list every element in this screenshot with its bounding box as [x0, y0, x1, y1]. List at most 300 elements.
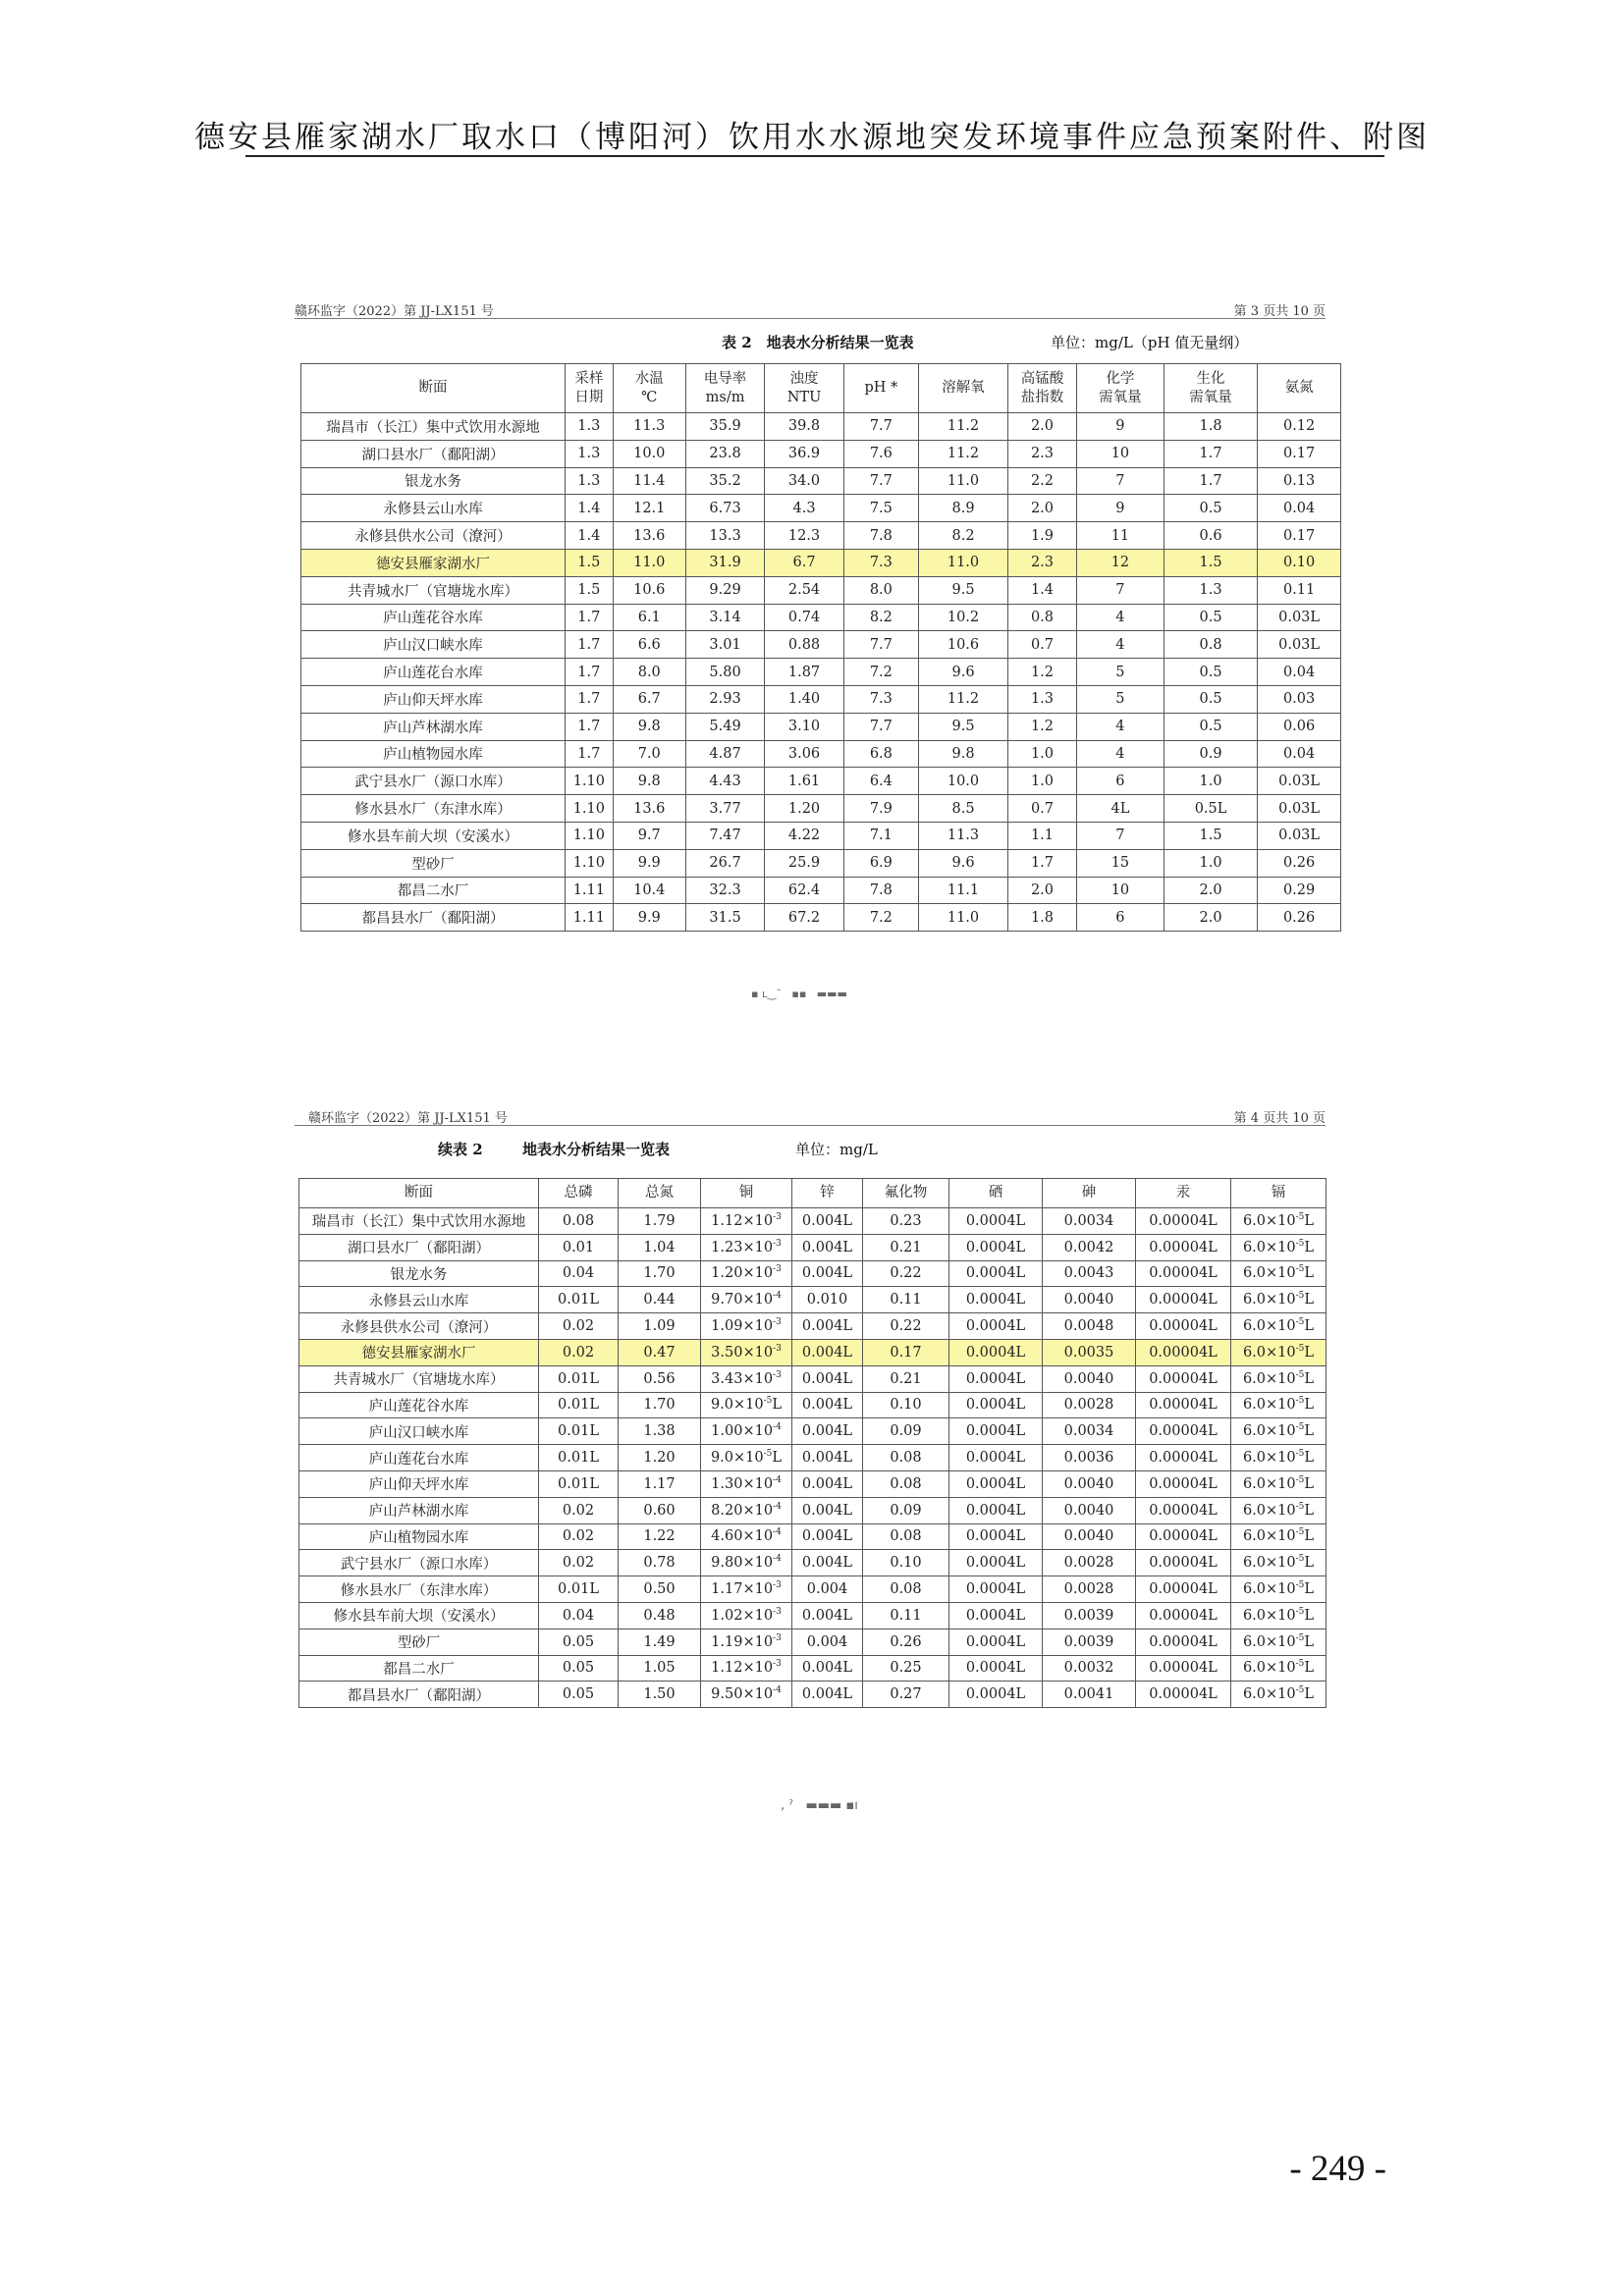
- value-cell: $3.50\times 10^{-3}$: [701, 1339, 792, 1365]
- value-cell: 0.004: [792, 1576, 863, 1603]
- value-cell: 7.0: [613, 740, 685, 768]
- value-cell: 4.87: [685, 740, 764, 768]
- site-name-cell: 湖口县水厂（鄱阳湖）: [301, 440, 566, 467]
- value-cell: 3.14: [685, 604, 764, 631]
- table-row: [301, 849, 1341, 877]
- value-cell: 0.21: [863, 1234, 949, 1260]
- table-row: [301, 604, 1341, 631]
- value-cell: 0.08: [863, 1523, 949, 1550]
- value-cell: 0.5: [1164, 604, 1257, 631]
- value-cell: 0.0035: [1043, 1339, 1136, 1365]
- table-row: [299, 1260, 1326, 1287]
- value-cell: 0.00004L: [1136, 1208, 1231, 1235]
- value-cell: 0.0004L: [949, 1208, 1043, 1235]
- value-cell: 0.26: [863, 1629, 949, 1655]
- value-cell: 0.5L: [1164, 795, 1257, 823]
- value-cell: $1.30\times 10^{-4}$: [701, 1470, 792, 1497]
- value-cell: 0.00004L: [1136, 1655, 1231, 1682]
- table-row: [299, 1523, 1326, 1550]
- value-cell: 0.5: [1164, 495, 1257, 522]
- value-cell: 0.26: [1258, 849, 1341, 877]
- value-cell: 0.02: [539, 1550, 619, 1576]
- value-cell: 1.4: [565, 495, 613, 522]
- value-cell: 0.26: [1258, 904, 1341, 932]
- value-cell: 8.0: [843, 576, 918, 604]
- table-row: [299, 1392, 1326, 1418]
- value-cell: 0.48: [619, 1602, 701, 1629]
- value-cell: 0.9: [1164, 740, 1257, 768]
- value-cell: 9.8: [613, 713, 685, 740]
- value-cell: 1.11: [565, 877, 613, 904]
- value-cell: 0.08: [863, 1576, 949, 1603]
- value-cell: 2.93: [685, 685, 764, 713]
- value-cell: 0.00004L: [1136, 1339, 1231, 1365]
- value-cell: 2.2: [1008, 467, 1077, 495]
- value-cell: 0.0041: [1043, 1682, 1136, 1708]
- value-cell: $6.0\times 10^{-5}L$: [1231, 1445, 1326, 1471]
- report-page-info: 第 3 页共 10 页: [1233, 304, 1326, 319]
- value-cell: 23.8: [685, 440, 764, 467]
- value-cell: 0.27: [863, 1682, 949, 1708]
- value-cell: 62.4: [765, 877, 843, 904]
- value-cell: 0.60: [619, 1497, 701, 1523]
- value-cell: 1.2: [1008, 713, 1077, 740]
- value-cell: $6.0\times 10^{-5}L$: [1231, 1470, 1326, 1497]
- value-cell: $6.0\times 10^{-5}L$: [1231, 1365, 1326, 1392]
- column-header: 水温 ℃: [613, 364, 685, 413]
- value-cell: 0.0032: [1043, 1655, 1136, 1682]
- value-cell: 0.56: [619, 1365, 701, 1392]
- site-name-cell: 庐山仰天坪水库: [301, 685, 566, 713]
- table-unit: 单位：mg/L（pH 值无量纲）: [1051, 334, 1249, 351]
- value-cell: 0.11: [863, 1602, 949, 1629]
- value-cell: 1.50: [619, 1682, 701, 1708]
- value-cell: 0.0004L: [949, 1550, 1043, 1576]
- value-cell: 11.2: [918, 685, 1007, 713]
- table-row: [301, 795, 1341, 823]
- value-cell: 0.0004L: [949, 1682, 1043, 1708]
- value-cell: 5.49: [685, 713, 764, 740]
- site-name-cell: 庐山莲花谷水库: [299, 1392, 539, 1418]
- value-cell: 0.50: [619, 1576, 701, 1603]
- column-header: 氨氮: [1258, 364, 1341, 413]
- value-cell: 0.23: [863, 1208, 949, 1235]
- value-cell: 0.04: [1258, 740, 1341, 768]
- site-name-cell: 都昌二水厂: [299, 1655, 539, 1682]
- table-row: [299, 1418, 1326, 1445]
- value-cell: 11.0: [918, 549, 1007, 576]
- value-cell: 9.8: [918, 740, 1007, 768]
- value-cell: 11.3: [918, 822, 1007, 849]
- value-cell: 2.3: [1008, 440, 1077, 467]
- site-name-cell: 永修县供水公司（潦河）: [301, 522, 566, 550]
- value-cell: $3.43\times 10^{-3}$: [701, 1365, 792, 1392]
- value-cell: 0.21: [863, 1365, 949, 1392]
- value-cell: 0.004L: [792, 1234, 863, 1260]
- value-cell: 0.0028: [1043, 1576, 1136, 1603]
- site-name-cell: 庐山仰天坪水库: [299, 1470, 539, 1497]
- column-header: 断面: [299, 1179, 539, 1208]
- value-cell: 0.004L: [792, 1339, 863, 1365]
- value-cell: 0.02: [539, 1497, 619, 1523]
- value-cell: 1.7: [1164, 440, 1257, 467]
- value-cell: $6.0\times 10^{-5}L$: [1231, 1655, 1326, 1682]
- value-cell: 11.0: [918, 467, 1007, 495]
- value-cell: 3.10: [765, 713, 843, 740]
- value-cell: 0.0040: [1043, 1287, 1136, 1313]
- value-cell: 2.3: [1008, 549, 1077, 576]
- table-row: [301, 413, 1341, 441]
- report-page-info: 第 4 页共 10 页: [1233, 1111, 1326, 1126]
- column-header: pH *: [843, 364, 918, 413]
- value-cell: $6.0\times 10^{-5}L$: [1231, 1418, 1326, 1445]
- site-name-cell: 型砂厂: [301, 849, 566, 877]
- value-cell: 0.01L: [539, 1392, 619, 1418]
- value-cell: 36.9: [765, 440, 843, 467]
- value-cell: 0.00004L: [1136, 1313, 1231, 1340]
- value-cell: 0.0004L: [949, 1234, 1043, 1260]
- value-cell: 0.04: [1258, 495, 1341, 522]
- value-cell: 0.5: [1164, 713, 1257, 740]
- value-cell: 11.0: [613, 549, 685, 576]
- table-row: [299, 1497, 1326, 1523]
- value-cell: 0.0028: [1043, 1392, 1136, 1418]
- value-cell: 10: [1076, 877, 1164, 904]
- value-cell: 4.43: [685, 768, 764, 795]
- value-cell: $6.0\times 10^{-5}L$: [1231, 1287, 1326, 1313]
- site-name-cell: 湖口县水厂（鄱阳湖）: [299, 1234, 539, 1260]
- site-name-cell: 修水县水厂（东津水库）: [299, 1576, 539, 1603]
- value-cell: 0.05: [539, 1682, 619, 1708]
- value-cell: 0.004L: [792, 1260, 863, 1287]
- value-cell: $8.20\times 10^{-4}$: [701, 1497, 792, 1523]
- value-cell: 0.00004L: [1136, 1602, 1231, 1629]
- site-name-cell: 都昌县水厂（鄱阳湖）: [299, 1682, 539, 1708]
- value-cell: 7.7: [843, 713, 918, 740]
- site-name-cell: 共青城水厂（官塘垅水库）: [299, 1365, 539, 1392]
- scan-artifact: ‚ ˀ ▬▬▬ ▪ı: [781, 1798, 858, 1813]
- value-cell: 35.2: [685, 467, 764, 495]
- value-cell: 10: [1076, 440, 1164, 467]
- value-cell: 1.3: [565, 440, 613, 467]
- table-row: [301, 904, 1341, 932]
- value-cell: $1.12\times 10^{-3}$: [701, 1655, 792, 1682]
- value-cell: 7.2: [843, 659, 918, 686]
- value-cell: 9.9: [613, 849, 685, 877]
- value-cell: 10.0: [918, 768, 1007, 795]
- header-rule: [245, 155, 1384, 157]
- value-cell: $6.0\times 10^{-5}L$: [1231, 1602, 1326, 1629]
- value-cell: 9: [1076, 413, 1164, 441]
- value-cell: 0.00004L: [1136, 1234, 1231, 1260]
- report-meta-rule: [295, 318, 1326, 319]
- table-row: [299, 1470, 1326, 1497]
- value-cell: 1.7: [1008, 849, 1077, 877]
- site-name-cell: 庐山莲花台水库: [301, 659, 566, 686]
- value-cell: 0.01L: [539, 1470, 619, 1497]
- value-cell: 1.0: [1164, 768, 1257, 795]
- value-cell: 1.2: [1008, 659, 1077, 686]
- column-header: 化学 需氧量: [1076, 364, 1164, 413]
- value-cell: 0.01L: [539, 1365, 619, 1392]
- column-header: 铜: [701, 1179, 792, 1208]
- value-cell: 1.49: [619, 1629, 701, 1655]
- table-row: [299, 1445, 1326, 1471]
- value-cell: 8.5: [918, 795, 1007, 823]
- value-cell: 12.1: [613, 495, 685, 522]
- value-cell: 6: [1076, 904, 1164, 932]
- value-cell: 1.3: [565, 413, 613, 441]
- value-cell: 0.11: [863, 1287, 949, 1313]
- value-cell: 0.25: [863, 1655, 949, 1682]
- value-cell: 0.0004L: [949, 1497, 1043, 1523]
- value-cell: 0.004L: [792, 1418, 863, 1445]
- value-cell: 0.01: [539, 1234, 619, 1260]
- column-header: 浊度 NTU: [765, 364, 843, 413]
- value-cell: 0.0004L: [949, 1602, 1043, 1629]
- value-cell: 25.9: [765, 849, 843, 877]
- value-cell: 0.004L: [792, 1392, 863, 1418]
- value-cell: 0.0004L: [949, 1655, 1043, 1682]
- table-row: [299, 1576, 1326, 1603]
- site-name-cell: 都昌县水厂（鄱阳湖）: [301, 904, 566, 932]
- value-cell: 0.004L: [792, 1682, 863, 1708]
- value-cell: 11: [1076, 522, 1164, 550]
- value-cell: 0.06: [1258, 713, 1341, 740]
- value-cell: 10.0: [613, 440, 685, 467]
- value-cell: 0.03L: [1258, 604, 1341, 631]
- value-cell: 0.004L: [792, 1655, 863, 1682]
- value-cell: 34.0: [765, 467, 843, 495]
- value-cell: 7.5: [843, 495, 918, 522]
- value-cell: 0.004L: [792, 1365, 863, 1392]
- value-cell: 0.00004L: [1136, 1523, 1231, 1550]
- value-cell: 7: [1076, 467, 1164, 495]
- value-cell: 0.0040: [1043, 1523, 1136, 1550]
- value-cell: 12: [1076, 549, 1164, 576]
- value-cell: 1.38: [619, 1418, 701, 1445]
- value-cell: 11.2: [918, 440, 1007, 467]
- site-name-cell: 德安县雁家湖水厂: [299, 1339, 539, 1365]
- value-cell: 9.5: [918, 576, 1007, 604]
- value-cell: 1.5: [565, 549, 613, 576]
- value-cell: 1.09: [619, 1313, 701, 1340]
- table-caption-prefix: 续表 2: [438, 1141, 483, 1158]
- value-cell: 0.0004L: [949, 1339, 1043, 1365]
- value-cell: 7.7: [843, 467, 918, 495]
- value-cell: 1.7: [1164, 467, 1257, 495]
- value-cell: 0.00004L: [1136, 1497, 1231, 1523]
- value-cell: 3.77: [685, 795, 764, 823]
- value-cell: 0.0004L: [949, 1418, 1043, 1445]
- value-cell: 6.4: [843, 768, 918, 795]
- value-cell: 1.7: [565, 604, 613, 631]
- value-cell: 1.5: [1164, 822, 1257, 849]
- value-cell: $9.80\times 10^{-4}$: [701, 1550, 792, 1576]
- value-cell: 0.01L: [539, 1287, 619, 1313]
- value-cell: 15: [1076, 849, 1164, 877]
- value-cell: $6.0\times 10^{-5}L$: [1231, 1682, 1326, 1708]
- value-cell: $1.17\times 10^{-3}$: [701, 1576, 792, 1603]
- value-cell: 7.2: [843, 904, 918, 932]
- value-cell: 7.6: [843, 440, 918, 467]
- table-row: [301, 740, 1341, 768]
- value-cell: 9: [1076, 495, 1164, 522]
- value-cell: 0.09: [863, 1497, 949, 1523]
- column-header: 砷: [1043, 1179, 1136, 1208]
- site-name-cell: 庐山汉口峡水库: [301, 631, 566, 659]
- value-cell: 0.04: [539, 1260, 619, 1287]
- value-cell: 1.3: [565, 467, 613, 495]
- value-cell: 0.004L: [792, 1208, 863, 1235]
- value-cell: 0.17: [1258, 522, 1341, 550]
- value-cell: 10.6: [613, 576, 685, 604]
- site-name-cell: 庐山植物园水库: [299, 1523, 539, 1550]
- value-cell: 0.7: [1008, 795, 1077, 823]
- table-row: [301, 467, 1341, 495]
- value-cell: 1.40: [765, 685, 843, 713]
- value-cell: 4L: [1076, 795, 1164, 823]
- value-cell: 3.06: [765, 740, 843, 768]
- table-row: [301, 768, 1341, 795]
- value-cell: 1.17: [619, 1470, 701, 1497]
- value-cell: 7: [1076, 822, 1164, 849]
- value-cell: 0.5: [1164, 659, 1257, 686]
- value-cell: 0.29: [1258, 877, 1341, 904]
- site-name-cell: 庐山莲花台水库: [299, 1445, 539, 1471]
- site-name-cell: 武宁县水厂（源口水库）: [301, 768, 566, 795]
- value-cell: 1.7: [565, 631, 613, 659]
- value-cell: 39.8: [765, 413, 843, 441]
- value-cell: 67.2: [765, 904, 843, 932]
- value-cell: 7.8: [843, 522, 918, 550]
- value-cell: 31.9: [685, 549, 764, 576]
- value-cell: 6.7: [765, 549, 843, 576]
- value-cell: 1.5: [1164, 549, 1257, 576]
- value-cell: $6.0\times 10^{-5}L$: [1231, 1208, 1326, 1235]
- table-unit: 单位：mg/L: [795, 1141, 878, 1158]
- value-cell: $1.20\times 10^{-3}$: [701, 1260, 792, 1287]
- value-cell: 13.6: [613, 522, 685, 550]
- value-cell: 0.0004L: [949, 1365, 1043, 1392]
- value-cell: 1.4: [565, 522, 613, 550]
- value-cell: 1.20: [765, 795, 843, 823]
- value-cell: 0.004L: [792, 1470, 863, 1497]
- report-meta-rule: [295, 1125, 1326, 1126]
- value-cell: 9.7: [613, 822, 685, 849]
- value-cell: 0.004L: [792, 1602, 863, 1629]
- value-cell: 0.02: [539, 1313, 619, 1340]
- value-cell: 0.0004L: [949, 1445, 1043, 1471]
- table-row: [301, 822, 1341, 849]
- value-cell: 8.2: [918, 522, 1007, 550]
- value-cell: 2.0: [1164, 904, 1257, 932]
- value-cell: 0.00004L: [1136, 1470, 1231, 1497]
- report-number: 赣环监字（2022）第 JJ-LX151 号: [295, 304, 494, 319]
- table-row: [299, 1365, 1326, 1392]
- value-cell: 8.2: [843, 604, 918, 631]
- value-cell: $9.0\times 10^{-5}L$: [701, 1392, 792, 1418]
- site-name-cell: 庐山莲花谷水库: [301, 604, 566, 631]
- value-cell: 2.0: [1164, 877, 1257, 904]
- report-number: 赣环监字（2022）第 JJ-LX151 号: [308, 1111, 508, 1126]
- site-name-cell: 瑞昌市（长江）集中式饮用水源地: [299, 1208, 539, 1235]
- value-cell: 0.03: [1258, 685, 1341, 713]
- value-cell: 0.00004L: [1136, 1287, 1231, 1313]
- value-cell: 9.6: [918, 659, 1007, 686]
- value-cell: 0.0040: [1043, 1470, 1136, 1497]
- value-cell: 0.004L: [792, 1497, 863, 1523]
- value-cell: 0.01L: [539, 1576, 619, 1603]
- value-cell: 0.10: [863, 1392, 949, 1418]
- column-header: 锌: [792, 1179, 863, 1208]
- value-cell: 0.0048: [1043, 1313, 1136, 1340]
- value-cell: 1.05: [619, 1655, 701, 1682]
- table-row-highlighted: [301, 549, 1341, 576]
- value-cell: 1.79: [619, 1208, 701, 1235]
- page-number: - 249 -: [1289, 2149, 1386, 2189]
- table-caption: 地表水分析结果一览表: [522, 1141, 671, 1158]
- site-name-cell: 武宁县水厂（源口水库）: [299, 1550, 539, 1576]
- value-cell: 2.54: [765, 576, 843, 604]
- value-cell: 2.0: [1008, 413, 1077, 441]
- value-cell: 2.0: [1008, 495, 1077, 522]
- table-row: [299, 1313, 1326, 1340]
- value-cell: 5: [1076, 659, 1164, 686]
- value-cell: 0.004L: [792, 1313, 863, 1340]
- value-cell: 0.00004L: [1136, 1392, 1231, 1418]
- value-cell: $1.23\times 10^{-3}$: [701, 1234, 792, 1260]
- value-cell: 0.0004L: [949, 1523, 1043, 1550]
- value-cell: 8.9: [918, 495, 1007, 522]
- value-cell: 13.3: [685, 522, 764, 550]
- value-cell: 0.22: [863, 1313, 949, 1340]
- value-cell: $6.0\times 10^{-5}L$: [1231, 1576, 1326, 1603]
- table-row: [301, 877, 1341, 904]
- value-cell: 0.13: [1258, 467, 1341, 495]
- scan-artifact: ▪ ʟ‿˘ ▪▪ ▬▬▬: [751, 988, 847, 1000]
- value-cell: 0.10: [863, 1550, 949, 1576]
- site-name-cell: 庐山汉口峡水库: [299, 1418, 539, 1445]
- value-cell: 9.8: [613, 768, 685, 795]
- value-cell: $6.0\times 10^{-5}L$: [1231, 1313, 1326, 1340]
- value-cell: 0.004L: [792, 1445, 863, 1471]
- value-cell: $6.0\times 10^{-5}L$: [1231, 1550, 1326, 1576]
- column-header: 镉: [1231, 1179, 1326, 1208]
- value-cell: 10.2: [918, 604, 1007, 631]
- value-cell: 0.04: [1258, 659, 1341, 686]
- value-cell: 1.9: [1008, 522, 1077, 550]
- value-cell: 0.004: [792, 1629, 863, 1655]
- value-cell: 0.00004L: [1136, 1629, 1231, 1655]
- value-cell: 1.0: [1008, 768, 1077, 795]
- value-cell: 0.08: [539, 1208, 619, 1235]
- value-cell: 0.04: [539, 1602, 619, 1629]
- value-cell: $6.0\times 10^{-5}L$: [1231, 1497, 1326, 1523]
- value-cell: 0.0004L: [949, 1287, 1043, 1313]
- value-cell: 7.9: [843, 795, 918, 823]
- value-cell: 0.0004L: [949, 1576, 1043, 1603]
- column-header: 高锰酸 盐指数: [1008, 364, 1077, 413]
- table-row: [301, 659, 1341, 686]
- value-cell: 0.78: [619, 1550, 701, 1576]
- value-cell: 0.0040: [1043, 1497, 1136, 1523]
- value-cell: 6: [1076, 768, 1164, 795]
- value-cell: 0.02: [539, 1523, 619, 1550]
- site-name-cell: 银龙水务: [299, 1260, 539, 1287]
- value-cell: 7.8: [843, 877, 918, 904]
- value-cell: $4.60\times 10^{-4}$: [701, 1523, 792, 1550]
